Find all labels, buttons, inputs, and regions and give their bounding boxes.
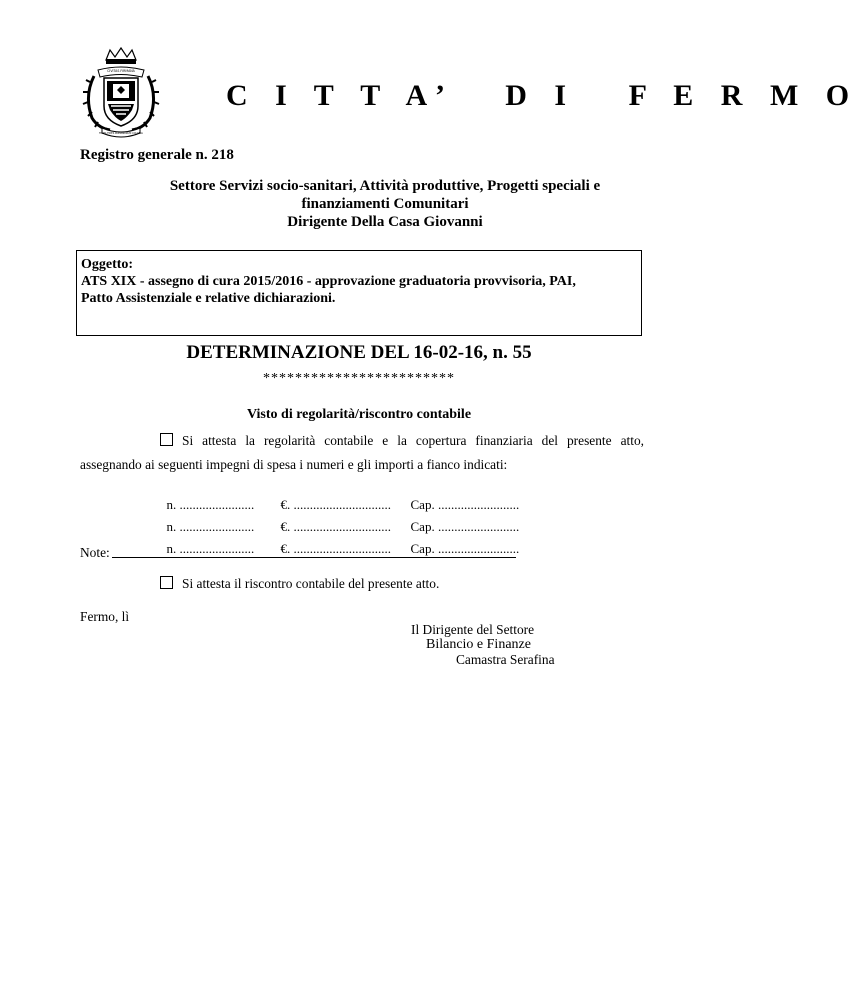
dirigente-line: Dirigente Della Casa Giovanni — [287, 214, 483, 230]
city-crest-logo — [80, 46, 162, 138]
regolarita-checkbox[interactable] — [160, 433, 173, 446]
svg-text:CIVITAS FIRMANA: CIVITAS FIRMANA — [107, 69, 135, 73]
city-title: C I T T A’ D I F E R M O — [226, 79, 859, 112]
signature-department: Bilancio e Finanze — [426, 637, 531, 652]
attesta-regolarita-text: Si attesta la regolarità contabile e la copertura finanziaria del presente atto, — [182, 433, 644, 448]
signature-name: Camastra Serafina — [456, 652, 555, 667]
attesta-riscontro-row — [160, 576, 439, 592]
impegno-cap: Cap. ......................... — [410, 541, 520, 556]
attesta-regolarita-row — [160, 433, 644, 449]
signature-role: Il Dirigente del Settore — [411, 622, 535, 637]
fermo-date-label: Fermo, lì — [80, 609, 130, 624]
visto-title: Visto di regolarità/riscontro contabile — [246, 407, 472, 422]
registro-generale: Registro generale n. 218 — [80, 147, 234, 163]
stars-separator: ************************ — [263, 371, 455, 386]
note-label: Note: — [80, 545, 110, 560]
note-field[interactable] — [112, 557, 516, 558]
note-row — [80, 545, 516, 561]
impegno-number: n. ....................... — [166, 497, 255, 512]
impegno-cap: Cap. ......................... — [410, 519, 520, 534]
attesta-riscontro-text: Si attesta il riscontro contabile del presente atto. — [182, 576, 440, 591]
determinazione-title: DETERMINAZIONE DEL 16-02-16, n. 55 — [186, 342, 532, 363]
impegno-amount: €. .............................. — [280, 541, 391, 556]
impegno-number: n. ....................... — [166, 541, 255, 556]
riscontro-checkbox[interactable] — [160, 576, 173, 589]
impegno-cap: Cap. ......................... — [410, 497, 520, 512]
oggetto-line-1: ATS XIX - assegno di cura 2015/2016 - approvazione graduatoria provvisoria, PAI, — [81, 274, 576, 289]
oggetto-box — [76, 250, 642, 336]
attesta-regolarita-continued: assegnando ai seguenti impegni di spesa i numeri e gli importi a fianco indicati: — [80, 457, 508, 472]
oggetto-line-2: Patto Assistenziale e relative dichiarazioni. — [81, 291, 336, 306]
settore-line-1: Settore Servizi socio-sanitari, Attività produttive, Progetti speciali e — [169, 178, 601, 194]
impegno-number: n. ....................... — [166, 519, 255, 534]
settore-line-2: finanziamenti Comunitari — [301, 196, 469, 212]
impegno-amount: €. .............................. — [280, 519, 391, 534]
svg-text:FIRMA FIDES ROMANORUM COLONIA: FIRMA FIDES ROMANORUM COLONIA — [99, 132, 143, 135]
settore-block — [100, 177, 670, 231]
impegno-amount: €. .............................. — [280, 497, 391, 512]
oggetto-label: Oggetto: — [81, 257, 134, 272]
